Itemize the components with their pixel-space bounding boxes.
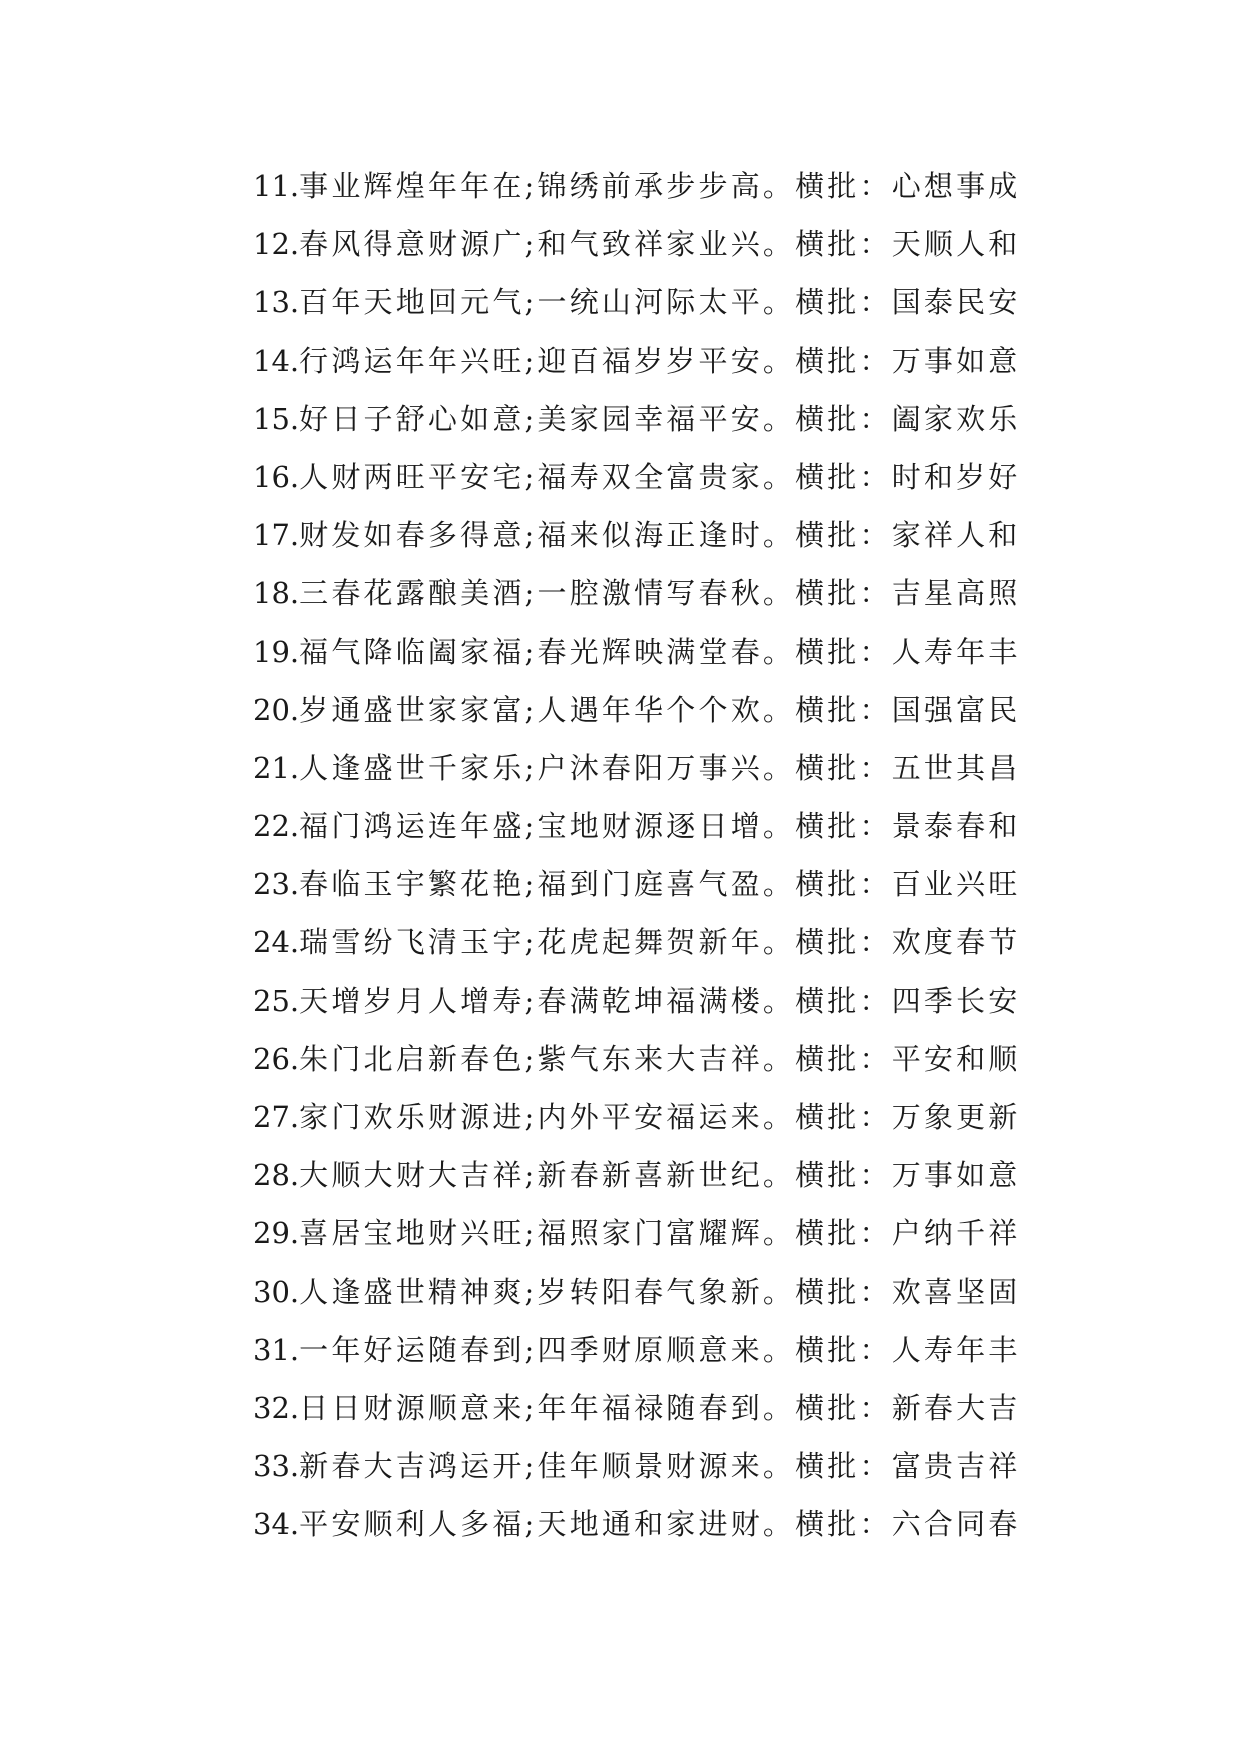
couplet-number: 14.	[253, 343, 300, 378]
couplet-text: 好日子舒心如意;美家园幸福平安。横批：阖家欢乐	[299, 401, 1021, 436]
couplet-line	[253, 1321, 1153, 1379]
couplet-line	[253, 1204, 1153, 1262]
couplet-number: 27.	[253, 1100, 300, 1134]
couplet-text: 天增岁月人增寿;春满乾坤福满楼。横批：四季长安	[299, 983, 1021, 1018]
couplet-text: 人逢盛世千家乐;户沐春阳万事兴。横批：五世其昌	[299, 750, 1021, 785]
couplet-number: 33.	[253, 1449, 300, 1484]
couplet-text: 人逢盛世精神爽;岁转阳春气象新。横批：欢喜坚固	[299, 1274, 1021, 1309]
couplet-text: 人财两旺平安宅;福寿双全富贵家。横批：时和岁好	[299, 459, 1021, 494]
couplet-number: 32.	[253, 1390, 300, 1425]
couplet-number: 16.	[253, 459, 300, 494]
couplet-text: 春风得意财源广;和气致祥家业兴。横批：天顺人和	[299, 227, 1021, 262]
couplet-text: 日日财源顺意来;年年福禄随春到。横批：新春大吉	[299, 1390, 1021, 1425]
couplet-number: 25.	[253, 983, 300, 1018]
couplet-number: 12.	[253, 227, 300, 262]
couplet-line	[253, 564, 1153, 622]
couplet-number: 24.	[253, 925, 300, 960]
couplet-number: 11.	[253, 169, 300, 203]
couplet-text: 三春花露酿美酒;一腔激情写春秋。横批：吉星高照	[299, 576, 1021, 611]
couplet-number: 26.	[253, 1041, 300, 1076]
couplet-number: 15.	[253, 401, 300, 436]
couplet-line	[253, 1495, 1153, 1553]
couplet-number: 13.	[253, 285, 300, 320]
couplet-line	[253, 506, 1153, 564]
couplet-number: 22.	[253, 809, 300, 844]
couplet-line	[253, 1263, 1153, 1321]
couplet-text: 新春大吉鸿运开;佳年顺景财源来。横批：富贵吉祥	[299, 1449, 1021, 1484]
couplet-number: 30.	[253, 1274, 300, 1309]
couplet-text: 财发如春多得意;福来似海正逢时。横批：家祥人和	[299, 518, 1021, 553]
couplet-number: 19.	[253, 634, 300, 669]
couplet-line	[253, 623, 1153, 681]
couplet-number: 34.	[253, 1507, 300, 1542]
couplet-line	[253, 273, 1153, 331]
couplet-number: 31.	[253, 1332, 300, 1367]
couplet-line	[253, 1379, 1153, 1437]
couplet-line	[253, 681, 1153, 739]
couplet-list	[253, 157, 1153, 1554]
couplet-text: 百年天地回元气;一统山河际太平。横批：国泰民安	[299, 285, 1021, 320]
couplet-line	[253, 1437, 1153, 1495]
couplet-line	[253, 1146, 1153, 1204]
couplet-text: 福气降临阖家福;春光辉映满堂春。横批：人寿年丰	[299, 634, 1021, 669]
couplet-number: 20.	[253, 692, 300, 727]
couplet-text: 一年好运随春到;四季财原顺意来。横批：人寿年丰	[299, 1332, 1021, 1367]
couplet-text: 大顺大财大吉祥;新春新喜新世纪。横批：万事如意	[299, 1158, 1021, 1193]
couplet-number: 28.	[253, 1158, 300, 1193]
couplet-text: 春临玉宇繁花艳;福到门庭喜气盈。横批：百业兴旺	[299, 867, 1021, 902]
couplet-text: 喜居宝地财兴旺;福照家门富耀辉。横批：户纳千祥	[299, 1216, 1021, 1251]
couplet-line	[253, 797, 1153, 855]
couplet-number: 23.	[253, 867, 300, 902]
couplet-text: 家门欢乐财源进;内外平安福运来。横批：万象更新	[299, 1100, 1021, 1134]
couplet-line	[253, 913, 1153, 971]
couplet-line	[253, 1030, 1153, 1088]
couplet-text: 福门鸿运连年盛;宝地财源逐日增。横批：景泰春和	[299, 809, 1021, 844]
couplet-line	[253, 1088, 1153, 1146]
couplet-text: 瑞雪纷飞清玉宇;花虎起舞贺新年。横批：欢度春节	[299, 925, 1021, 960]
couplet-line	[253, 390, 1153, 448]
couplet-number: 29.	[253, 1216, 300, 1251]
couplet-number: 18.	[253, 576, 300, 611]
couplet-text: 事业辉煌年年在;锦绣前承步步高。横批：心想事成	[299, 169, 1021, 203]
couplet-text: 朱门北启新春色;紫气东来大吉祥。横批：平安和顺	[299, 1041, 1021, 1076]
couplet-line	[253, 855, 1153, 913]
couplet-text: 岁通盛世家家富;人遇年华个个欢。横批：国强富民	[299, 692, 1021, 727]
couplet-line	[253, 215, 1153, 273]
couplet-line	[253, 448, 1153, 506]
couplet-line	[253, 739, 1153, 797]
couplet-number: 17.	[253, 518, 300, 553]
couplet-line	[253, 332, 1153, 390]
couplet-number: 21.	[253, 750, 300, 785]
couplet-text: 行鸿运年年兴旺;迎百福岁岁平安。横批：万事如意	[299, 343, 1021, 378]
couplet-text: 平安顺利人多福;天地通和家进财。横批：六合同春	[299, 1507, 1021, 1542]
couplet-line	[253, 157, 1153, 215]
couplet-line	[253, 972, 1153, 1030]
